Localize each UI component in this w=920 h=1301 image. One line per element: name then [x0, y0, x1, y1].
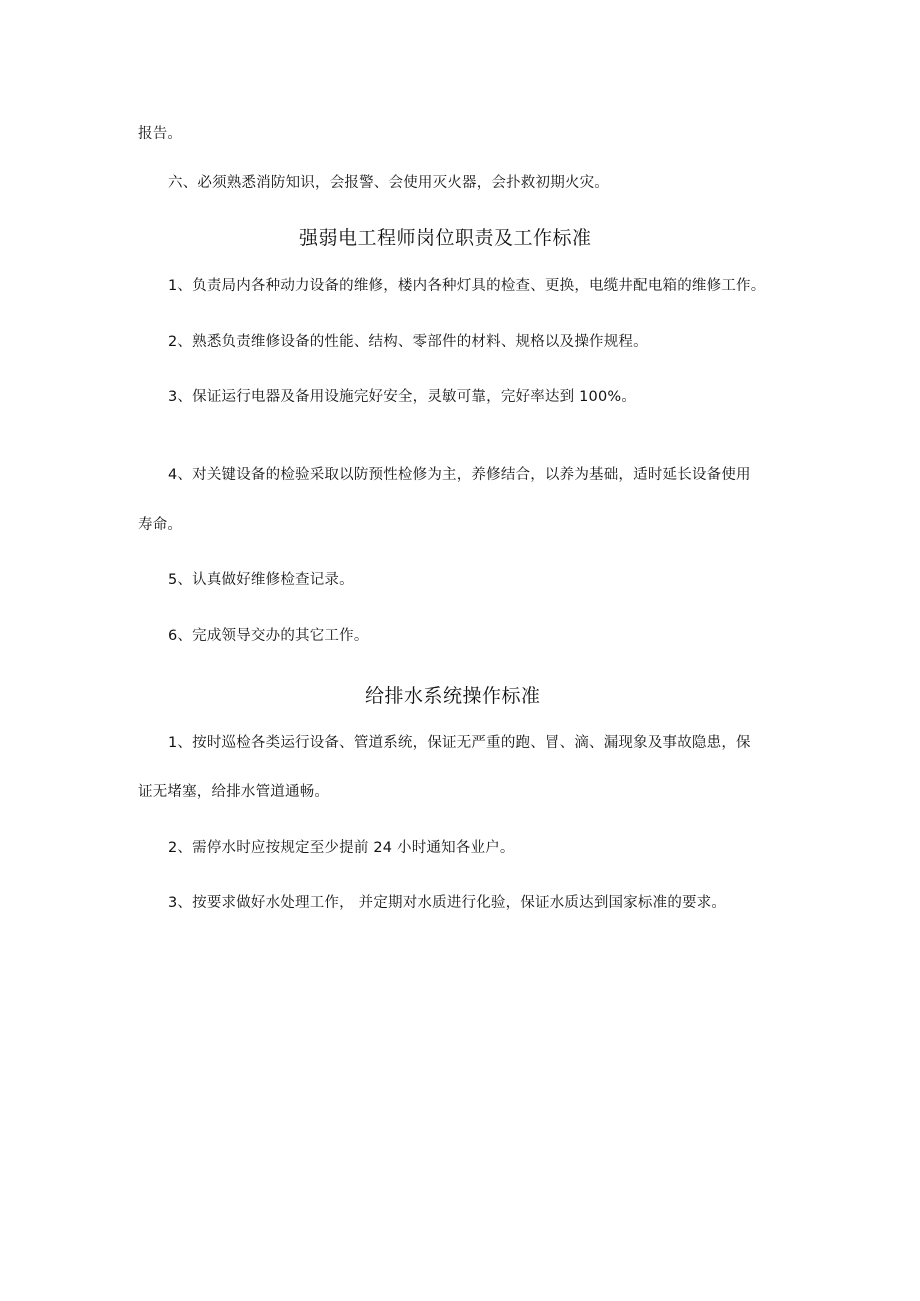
electric-item-5: 5、认真做好维修检查记录。: [168, 572, 354, 588]
paragraph-fire-safety: 六、必须熟悉消防知识，会报警、会使用灭火器，会扑救初期火灾。: [168, 175, 609, 191]
water-item-1: 1、按时巡检各类运行设备、管道系统，保证无严重的跑、冒、滴、漏现象及事故隐患，保: [168, 735, 751, 751]
electric-item-3: 3、保证运行电器及备用设施完好安全，灵敏可靠，完好率达到 100%。: [168, 389, 637, 405]
paragraph-tail-report: 报告。: [138, 126, 183, 142]
section-title-water: 给排水系统操作标准: [365, 685, 541, 707]
section-title-electric: 强弱电工程师岗位职责及工作标准: [299, 227, 592, 249]
electric-item-4-continued: 寿命。: [138, 517, 183, 533]
electric-item-6: 6、完成领导交办的其它工作。: [168, 628, 369, 644]
electric-item-2: 2、熟悉负责维修设备的性能、结构、零部件的材料、规格以及操作规程。: [168, 334, 648, 350]
water-item-3: 3、按要求做好水处理工作， 并定期对水质进行化验，保证水质达到国家标准的要求。: [168, 895, 727, 911]
water-item-2: 2、需停水时应按规定至少提前 24 小时通知各业户。: [168, 840, 515, 856]
water-item-1-continued: 证无堵塞，给排水管道通畅。: [138, 784, 330, 800]
electric-item-1: 1、负责局内各种动力设备的维修，楼内各种灯具的检查、更换，电缆井配电箱的维修工作。: [168, 278, 766, 294]
electric-item-4: 4、对关键设备的检验采取以防预性检修为主，养修结合，以养为基础，适时延长设备使用: [168, 467, 751, 483]
